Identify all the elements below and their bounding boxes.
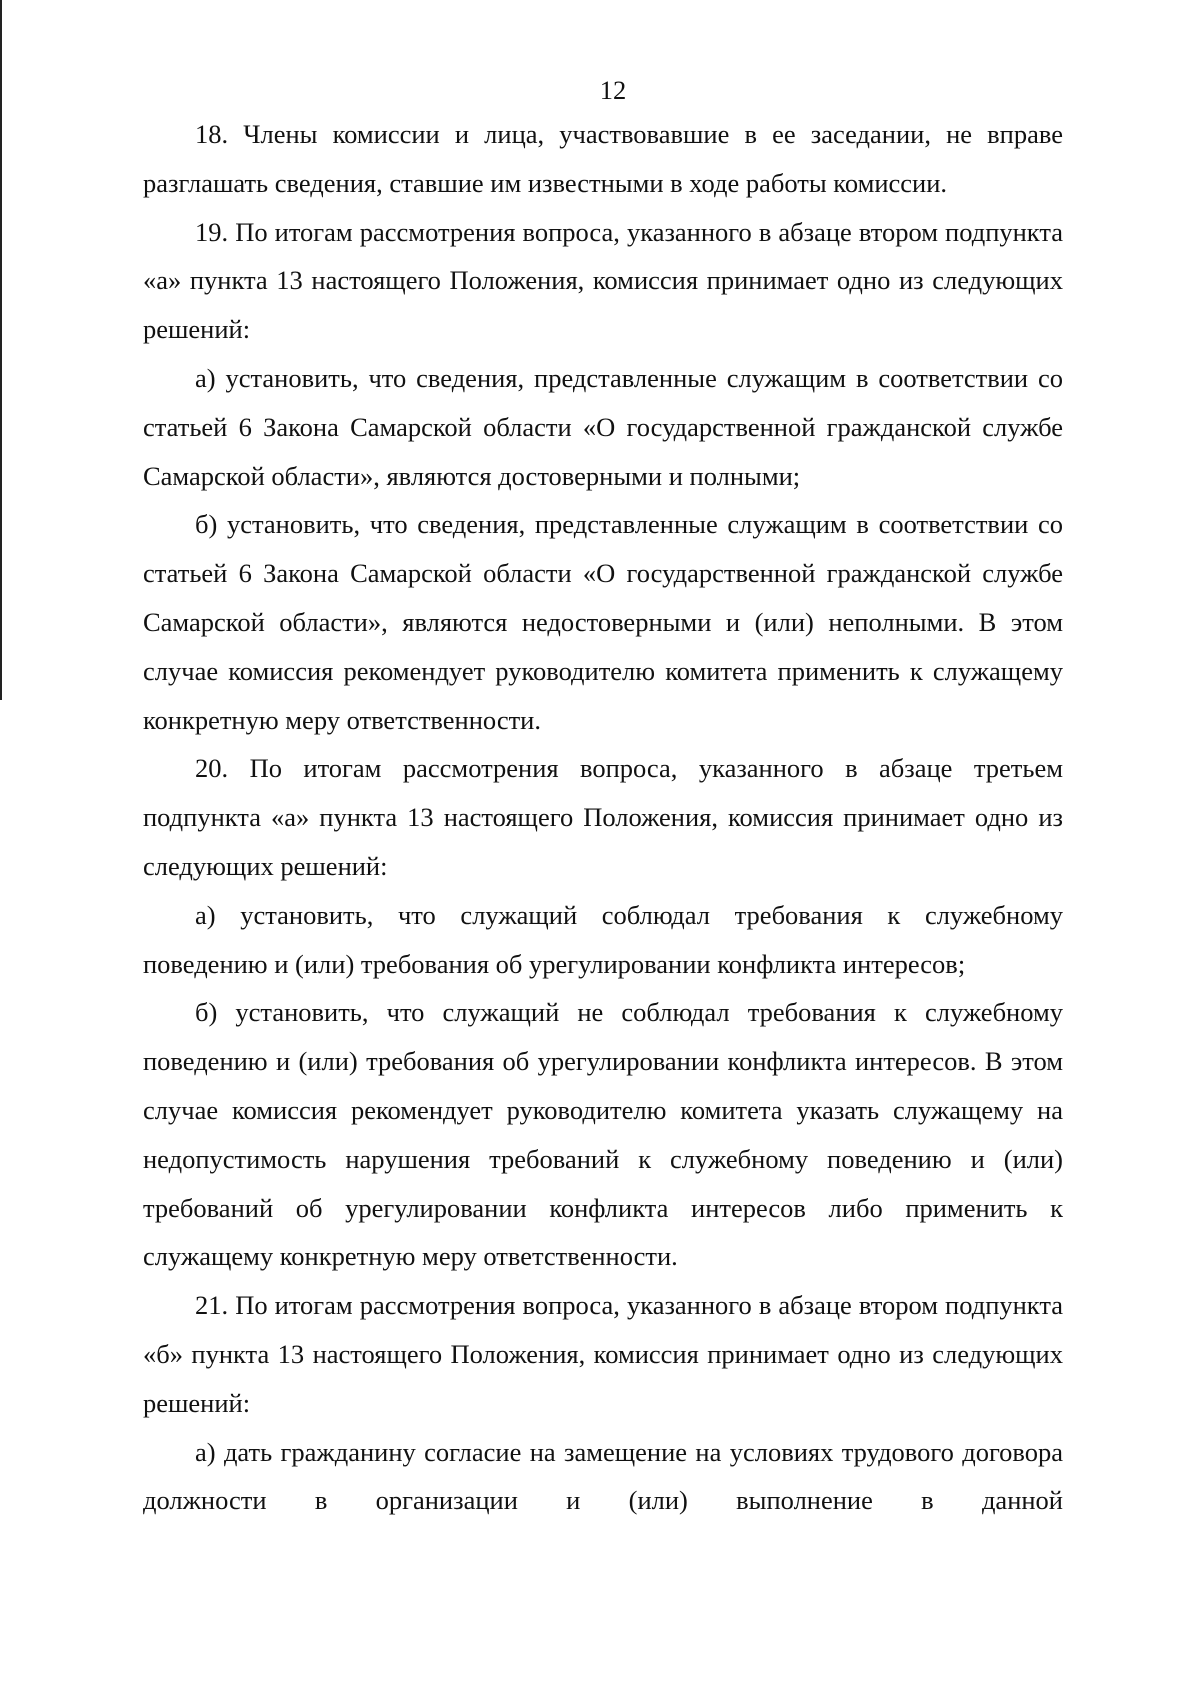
paragraph-20: 20. По итогам рассмотрения вопроса, указанного в абзаце третьем подпункта «а» пункта 13 настоящего Положения, комиссия принимает одно из следующих решений: [143,753,1063,881]
paragraph-20-a: а) установить, что служащий соблюдал требования к служебному поведению и (или) требования об урегулировании конфликта интересов; [143,899,1063,979]
paragraph-18: 18. Члены комиссии и лица, участвовавшие в ее заседании, не вправе разглашать сведения, ставшие им известными в ходе работы комиссии. [143,119,1063,198]
page-number: 12 [599,75,627,105]
paragraph-19-b: б) установить, что сведения, представленные служащим в соответствии со статьей 6 Закона Самарской области «О государственной гражданской службе Самарской области», являются недостоверными и (или) неполными. В этом случае комиссия рекомендует руководителю комитета применить к служащему конкретную меру ответственности. [143,509,1063,735]
paragraph-19: 19. По итогам рассмотрения вопроса, указанного в абзаце втором подпункта «а» пункта 13 настоящего Положения, комиссия принимает одно из следующих решений: [143,216,1063,345]
paragraph-21-a: а) дать гражданину согласие на замещение на условиях трудового договора должности в организации и (или) выполнение в данной [143,1436,1063,1516]
paragraph-19-a: а) установить, что сведения, представленные служащим в соответствии со статьей 6 Закона Самарской области «О государственной гражданской службе Самарской области», являются достоверными и полными; [143,362,1063,491]
paragraph-20-b: б) установить, что служащий не соблюдал требования к служебному поведению и (или) требования об урегулировании конфликта интересов. В этом случае комиссия рекомендует руководителю комитета указать служащему на недопустимость нарушения требований к служебному поведению и (или) требований об урегулировании конфликта интересов либо применить к служащему конкретную меру ответственности. [143,997,1063,1272]
scan-edge-mark [0,0,2,700]
paragraph-21: 21. По итогам рассмотрения вопроса, указанного в абзаце втором подпункта «б» пункта 13 настоящего Положения, комиссия принимает одно из следующих решений: [143,1290,1063,1418]
document-page [143,70,1063,1525]
